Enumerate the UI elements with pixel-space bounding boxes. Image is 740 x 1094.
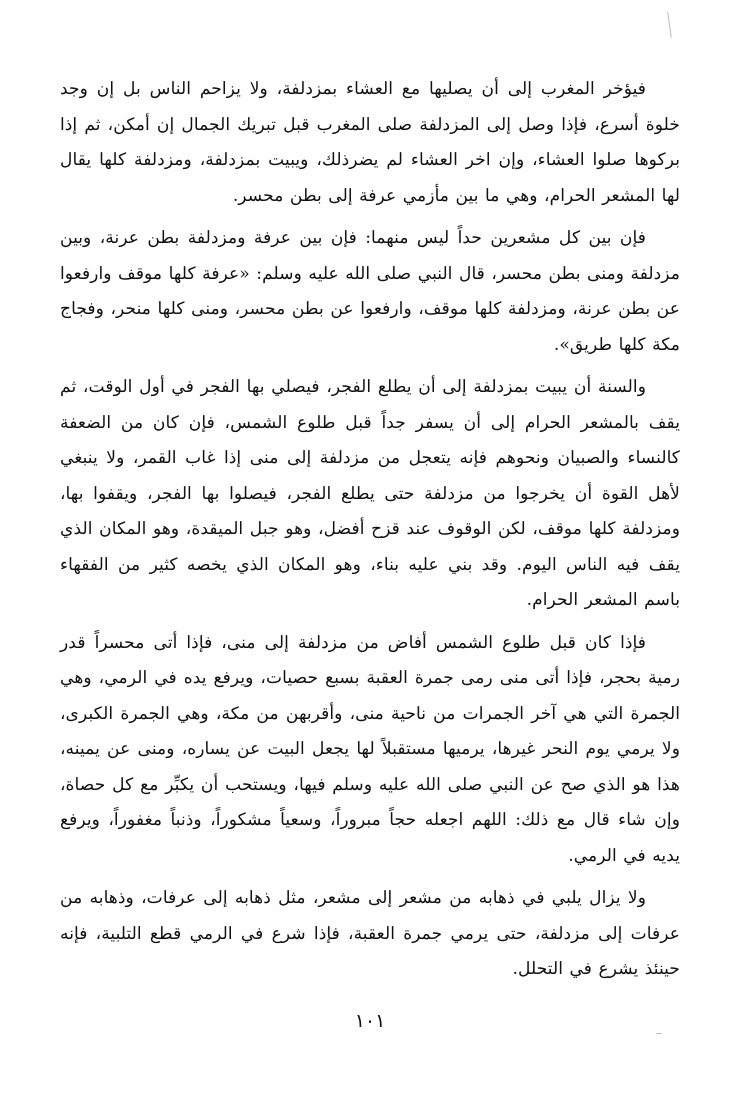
scan-edge-mark (667, 12, 672, 38)
scan-edge-mark-bottom (656, 1033, 662, 1034)
page-number: ١٠١ (354, 1010, 386, 1032)
paragraph-4: فإذا كان قبل طلوع الشمس أفاض من مزدلفة إلى منى، فإذا أتى محسراً قدر رمية بحجر، فإذا أتى منى رمى جمرة العقبة بسبع حصيات، ويرفع يده في الرمي، وهي الجمرة التي هي آخر الجمرات من ناحية منى، وأقربهن من مكة، وهي الجمرة الكبرى، ولا يرمي يوم النحر غيرها، يرميها مستقبلاً لها يجعل البيت عن يساره، ومنى عن يمينه، هذا هو الذي صح عن النبي صلى الله عليه وسلم فيها، ويستحب أن يكبِّر مع كل حصاة، وإن شاء قال مع ذلك: اللهم اجعله حجاً مبروراً، وسعياً مشكوراً، وذنباً مغفوراً، ويرفع يديه في الرمي. (60, 632, 680, 866)
paragraph-5: ولا يزال يلبي في ذهابه من مشعر إلى مشعر، مثل ذهابه إلى عرفات، وذهابه من عرفات إلى مزدلفة، حتى يرمي جمرة العقبة، فإذا شرع في الرمي قطع التلبية، فإنه حينئذ يشرع في التحلل. (60, 888, 680, 979)
paragraph-2: فإن بين كل مشعرين حداً ليس منهما: فإن بين عرفة ومزدلفة بطن عرنة، وبين مزدلفة ومنى بطن محسر، قال النبي صلى الله عليه وسلم: «عرفة كلها موقف وارفعوا عن بطن عرنة، ومزدلفة كلها موقف، وارفعوا عن بطن محسر، ومنى كلها منحر، وفجاج مكة كلها طريق». (60, 228, 680, 355)
paragraph-3: والسنة أن يبيت بمزدلفة إلى أن يطلع الفجر، فيصلي بها الفجر في أول الوقت، ثم يقف بالمشعر الحرام إلى أن يسفر جداً قبل طلوع الشمس، فإن كان من الضعفة كالنساء والصبيان ونحوهم فإنه يتعجل من مزدلفة إلى منى إذا غاب القمر، ولا ينبغي لأهل القوة أن يخرجوا من مزدلفة حتى يطلع الفجر، فيصلوا بها الفجر، ويقفوا بها، ومزدلفة كلها موقف، لكن الوقوف عند قزح أفضل، وهو جبل الميقدة، وهو المكان الذي يقف فيه الناس اليوم. وقد بني عليه بناء، وهو المكان الذي يخصه كثير من الفقهاء باسم المشعر الحرام. (60, 377, 680, 610)
paragraph-1: فيؤخر المغرب إلى أن يصليها مع العشاء بمزدلفة، ولا يزاحم الناس بل إن وجد خلوة أسرع، فإذا وصل إلى المزدلفة صلى المغرب قبل تبريك الجمال إن أمكن، ثم إذا بركوها صلوا العشاء، وإن اخر العشاء لم يضرذلك، ويبيت بمزدلفة، ومزدلفة كلها يقال لها المشعر الحرام، وهي ما بين مأزمي عرفة إلى بطن محسر. (60, 79, 680, 206)
body-text (60, 72, 680, 995)
